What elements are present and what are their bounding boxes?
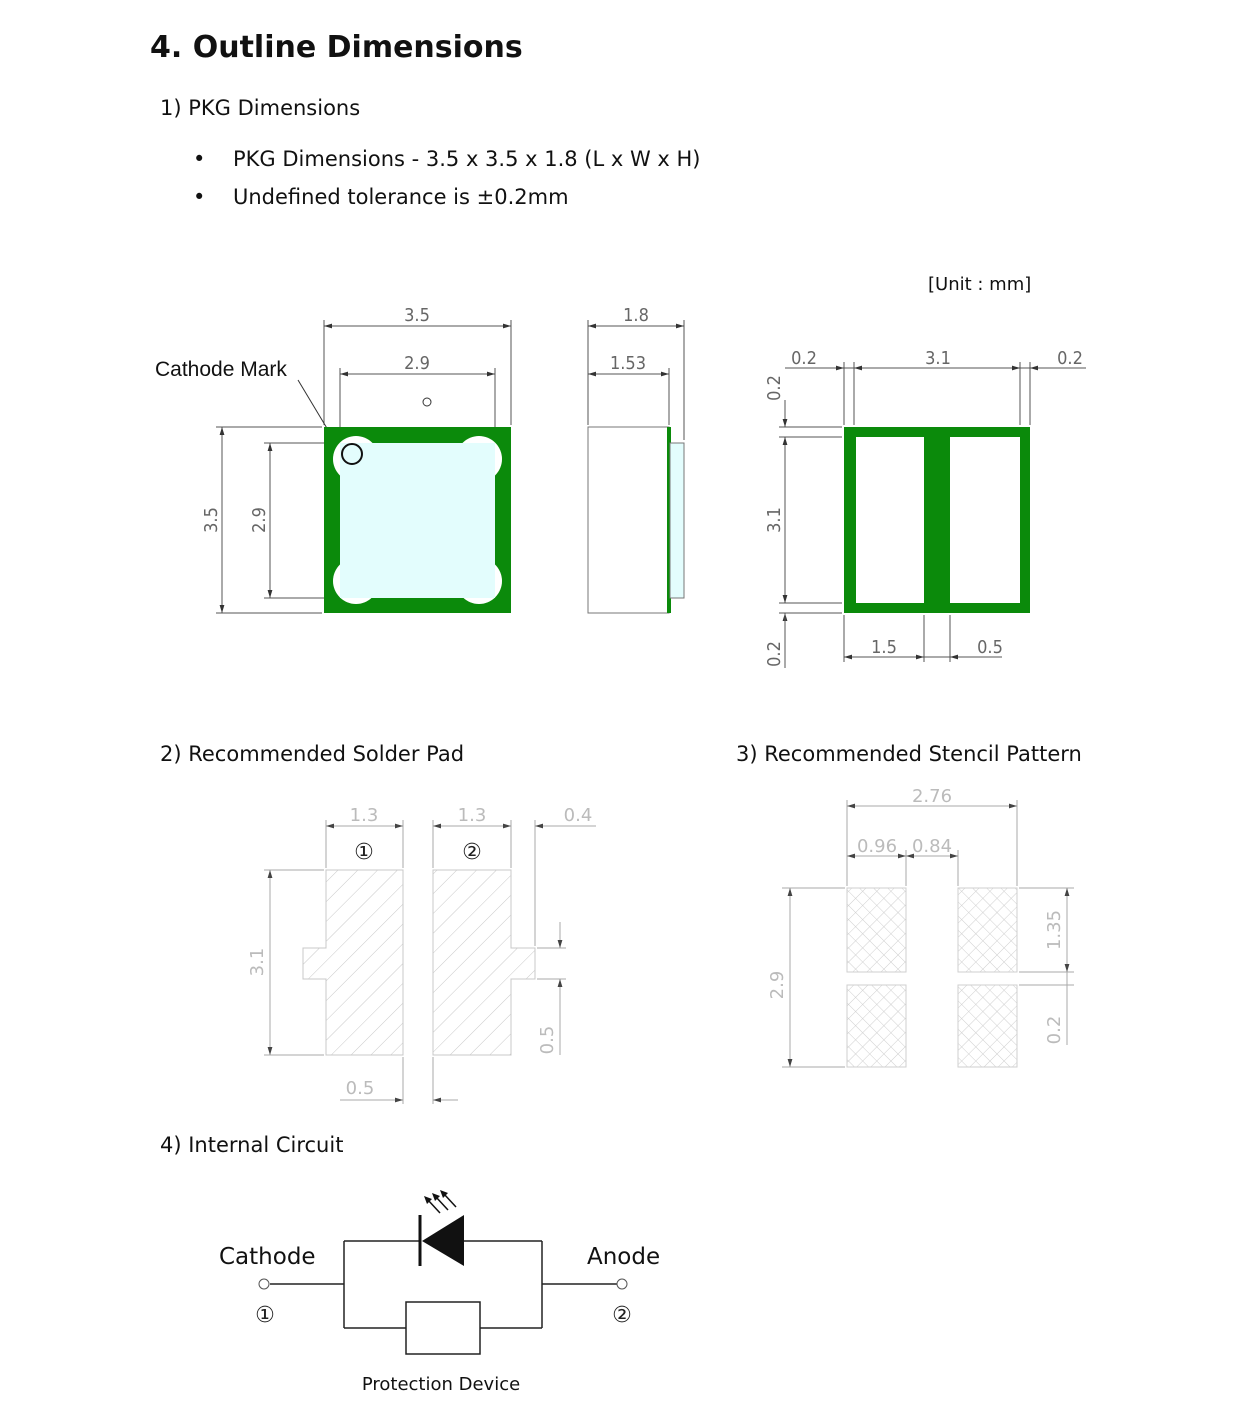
dim-bottom-pad-height: 3.1	[764, 507, 785, 533]
solder-pad-drawing	[247, 805, 596, 1104]
cathode-mark-label: Cathode Mark	[155, 358, 287, 381]
dim-side-height: 1.8	[623, 305, 649, 326]
dim-top-width: 3.5	[404, 305, 430, 326]
dim-pad-height: 3.1	[247, 947, 268, 977]
dim-top-inner-height: 2.9	[249, 507, 270, 533]
section-solder-pad-heading: 2) Recommended Solder Pad	[160, 742, 465, 766]
cathode-terminal	[259, 1279, 269, 1289]
dim-bottom-pad-width: 1.5	[871, 637, 897, 658]
stencil-aperture	[847, 985, 906, 1067]
solder-pad-2	[433, 870, 535, 1055]
section-stencil-heading: 3) Recommended Stencil Pattern	[736, 742, 1082, 766]
pad-2-marker: ②	[462, 840, 482, 865]
pad-1-marker: ①	[354, 840, 374, 865]
anode-pin-marker: ②	[612, 1303, 632, 1328]
dim-side-inner-height: 1.53	[609, 353, 647, 374]
section-circuit-heading: 4) Internal Circuit	[160, 1133, 344, 1157]
dim-bottom-top-gap: 0.2	[764, 375, 785, 401]
stencil-aperture	[847, 888, 906, 972]
stencil-aperture	[958, 888, 1017, 972]
dim-top-inner-width: 2.9	[404, 353, 430, 374]
dim-tab-height: 0.5	[537, 1025, 558, 1055]
dim-stencil-aperture-height: 1.35	[1044, 909, 1065, 951]
dim-stencil-height: 2.9	[767, 970, 788, 1000]
dim-stencil-aperture-width: 0.96	[856, 836, 898, 857]
solder-pad-1	[303, 870, 403, 1055]
bullet-tolerance: • Undefined tolerance is ±0.2mm	[193, 185, 569, 209]
dim-bottom-right-gap: 0.2	[1057, 348, 1083, 369]
stencil-aperture	[958, 985, 1017, 1067]
anode-label: Anode	[587, 1244, 661, 1270]
cathode-label: Cathode	[219, 1244, 316, 1270]
dim-stencil-total-width: 2.76	[911, 786, 953, 807]
dim-pad-gap: 0.5	[345, 1078, 375, 1099]
section-pkg-heading: 1) PKG Dimensions	[160, 96, 361, 120]
protection-device-label: Protection Device	[361, 1374, 521, 1395]
stencil-drawing	[767, 786, 1074, 1067]
internal-circuit	[219, 1190, 660, 1395]
dim-bottom-center-gap: 0.5	[977, 637, 1003, 658]
anode-terminal	[617, 1279, 627, 1289]
bottom-pad-right	[950, 437, 1020, 603]
dim-bottom-pad-span: 3.1	[925, 348, 951, 369]
dim-stencil-gap-height: 0.2	[1044, 1015, 1065, 1045]
bullet-dot: •	[193, 147, 206, 171]
dim-pad1-width: 1.3	[349, 805, 379, 826]
dim-bottom-left-gap: 0.2	[791, 348, 817, 369]
protection-device-box	[406, 1302, 480, 1354]
side-lens	[670, 443, 684, 598]
dim-pad2-width: 1.3	[457, 805, 487, 826]
bullet-dot: •	[193, 185, 206, 209]
dim-top-height: 3.5	[201, 507, 222, 533]
lens-area	[340, 443, 495, 598]
center-mark-icon	[423, 398, 431, 406]
page-title: 4. Outline Dimensions	[150, 30, 523, 65]
cathode-pin-marker: ①	[255, 1303, 275, 1328]
dim-tab-width: 0.4	[563, 805, 593, 826]
dim-stencil-gap-width: 0.84	[911, 836, 953, 857]
dim-bottom-bottom-gap: 0.2	[764, 641, 785, 667]
led-diode-icon	[420, 1190, 464, 1266]
unit-label: [Unit : mm]	[928, 274, 1032, 295]
bullet-pkg-dimensions: • PKG Dimensions - 3.5 x 3.5 x 1.8 (L x W x H)	[193, 147, 701, 171]
side-view	[588, 320, 684, 440]
bottom-pad-left	[856, 437, 924, 603]
side-body	[588, 427, 669, 613]
